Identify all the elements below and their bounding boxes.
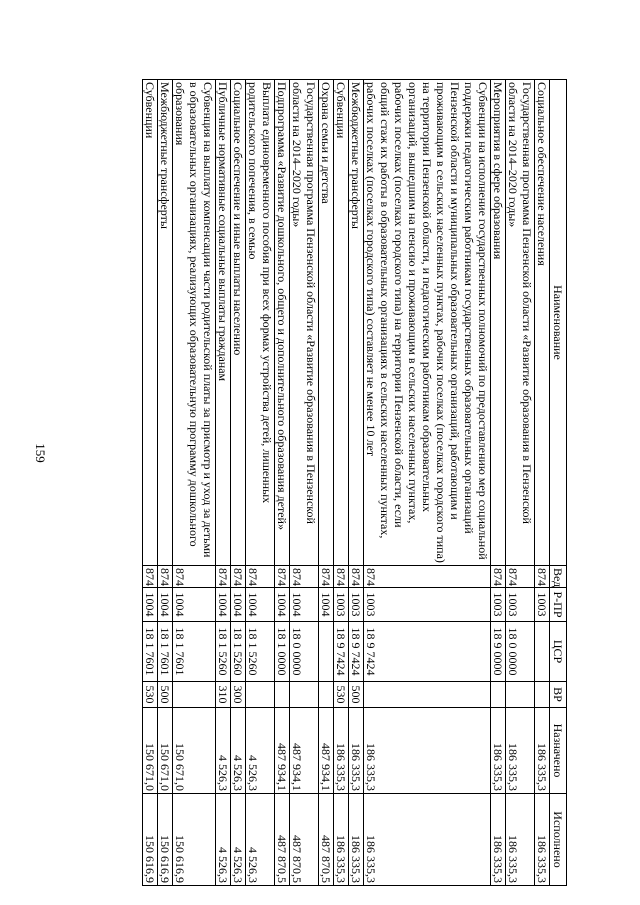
cell-name: Мероприятия в сфере образования xyxy=(491,80,506,566)
cell-vr xyxy=(535,682,550,708)
cell-rpr: 1004 xyxy=(319,588,334,622)
cell-rpr: 1003 xyxy=(349,588,364,622)
cell-rpr: 1003 xyxy=(334,588,349,622)
rotated-table-container xyxy=(83,79,567,885)
cell-assigned: 186 335,3 xyxy=(491,708,506,794)
cell-vr xyxy=(173,682,216,708)
cell-assigned: 186 335,3 xyxy=(506,708,535,794)
cell-csr xyxy=(535,622,550,682)
table-row xyxy=(158,80,173,886)
cell-ved: 874 xyxy=(158,566,173,588)
cell-executed: 487 870,5 xyxy=(319,794,334,886)
cell-vr: 500 xyxy=(158,682,173,708)
cell-name: Субвенция на выплату компенсации части родительской платы за присмотр и уход за детьми в образовательных организациях, реализующих образовательную программу дошкольного образования xyxy=(173,80,216,566)
cell-csr: 18 9 7424 xyxy=(349,622,364,682)
cell-rpr: 1004 xyxy=(246,588,275,622)
page-number: 159 xyxy=(33,443,48,463)
cell-rpr: 1004 xyxy=(231,588,246,622)
cell-vr: 300 xyxy=(231,682,246,708)
cell-ved: 874 xyxy=(216,566,231,588)
cell-name: Межбюджетные трансферты xyxy=(349,80,364,566)
cell-rpr: 1003 xyxy=(506,588,535,622)
cell-executed: 186 335,3 xyxy=(506,794,535,886)
cell-csr: 18 1 7601 xyxy=(158,622,173,682)
cell-executed: 186 335,3 xyxy=(364,794,491,886)
cell-vr xyxy=(364,682,491,708)
table-row xyxy=(349,80,364,886)
table-row xyxy=(173,80,216,886)
cell-executed: 186 335,3 xyxy=(491,794,506,886)
table-header-row xyxy=(550,80,567,886)
column-header-csr: ЦСР xyxy=(550,622,567,682)
cell-assigned: 4 526,3 xyxy=(231,708,246,794)
cell-csr xyxy=(319,622,334,682)
cell-vr: 500 xyxy=(349,682,364,708)
cell-vr: 310 xyxy=(216,682,231,708)
table-row xyxy=(275,80,290,886)
cell-assigned: 4 526,3 xyxy=(246,708,275,794)
cell-csr: 18 9 0000 xyxy=(491,622,506,682)
cell-name: Социальное обеспечение и иные выплаты населению xyxy=(231,80,246,566)
cell-rpr: 1004 xyxy=(275,588,290,622)
cell-ved: 874 xyxy=(506,566,535,588)
table-row xyxy=(364,80,491,886)
cell-assigned: 150 671,0 xyxy=(158,708,173,794)
cell-csr: 18 1 5260 xyxy=(246,622,275,682)
table-row xyxy=(491,80,506,886)
cell-rpr: 1003 xyxy=(364,588,491,622)
budget-execution-table xyxy=(142,79,567,886)
table-row xyxy=(143,80,158,886)
cell-executed: 150 616,9 xyxy=(143,794,158,886)
cell-name: Межбюджетные трансферты xyxy=(158,80,173,566)
cell-executed: 487 870,5 xyxy=(275,794,290,886)
table-row xyxy=(216,80,231,886)
cell-executed: 4 526,3 xyxy=(216,794,231,886)
table-row xyxy=(334,80,349,886)
cell-assigned: 487 934,1 xyxy=(275,708,290,794)
cell-ved: 874 xyxy=(173,566,216,588)
table-row xyxy=(319,80,334,886)
cell-assigned: 150 671,0 xyxy=(173,708,216,794)
cell-assigned: 186 335,3 xyxy=(334,708,349,794)
cell-ved: 874 xyxy=(334,566,349,588)
cell-ved: 874 xyxy=(143,566,158,588)
cell-rpr: 1004 xyxy=(143,588,158,622)
cell-name: Государственная программа Пензенской области «Развитие образования в Пензенской области на 2014–2020 годы» xyxy=(290,80,319,566)
cell-name: Государственная программа Пензенской области «Развитие образования в Пензенской области на 2014–2020 годы» xyxy=(506,80,535,566)
column-header-ved: Вед xyxy=(550,566,567,588)
cell-name: Социальное обеспечение населения xyxy=(535,80,550,566)
cell-ved: 874 xyxy=(491,566,506,588)
column-header-assigned: Назначено xyxy=(550,708,567,794)
cell-csr: 18 9 7424 xyxy=(364,622,491,682)
cell-csr: 18 0 0000 xyxy=(290,622,319,682)
cell-ved: 874 xyxy=(364,566,491,588)
cell-vr xyxy=(506,682,535,708)
cell-executed: 186 335,3 xyxy=(535,794,550,886)
cell-name: Охрана семьи и детства xyxy=(319,80,334,566)
cell-rpr: 1004 xyxy=(158,588,173,622)
table-row xyxy=(506,80,535,886)
cell-csr: 18 9 7424 xyxy=(334,622,349,682)
cell-executed: 150 616,9 xyxy=(173,794,216,886)
column-header-rpr: Р-ПР xyxy=(550,588,567,622)
table-row xyxy=(231,80,246,886)
cell-ved: 874 xyxy=(349,566,364,588)
cell-rpr: 1004 xyxy=(216,588,231,622)
cell-executed: 487 870,5 xyxy=(290,794,319,886)
cell-executed: 4 526,3 xyxy=(231,794,246,886)
cell-name: Субвенции на исполнение государственных полномочий по предоставлению мер социальной поддержки педагогическим работникам государственных образовательных организаций Пензенской области и муниципальных образовательных организаций, работающим и проживающим в сельских населенных пунктах, рабочих поселках (поселках городского типа) на территории Пензенской области, и педагогическим работникам образовательных организаций, вышедшим на пенсию и проживающим в сельских населенных пунктах, рабочих поселках (поселках городского типа) на территории Пензенской области, если общий стаж их работы в образовательных организациях в сельских населенных пунктах, рабочих поселках (поселках городского типа) составляет не менее 10 лет xyxy=(364,80,491,566)
cell-assigned: 487 934,1 xyxy=(319,708,334,794)
column-header-vr: ВР xyxy=(550,682,567,708)
cell-ved: 874 xyxy=(290,566,319,588)
cell-csr: 18 1 7601 xyxy=(143,622,158,682)
cell-ved: 874 xyxy=(275,566,290,588)
cell-ved: 874 xyxy=(231,566,246,588)
cell-rpr: 1003 xyxy=(535,588,550,622)
cell-executed: 186 335,3 xyxy=(349,794,364,886)
cell-vr xyxy=(319,682,334,708)
cell-name: Субвенции xyxy=(143,80,158,566)
cell-ved: 874 xyxy=(319,566,334,588)
cell-name: Подпрограмма «Развитие дошкольного, общего и дополнительного образования детей» xyxy=(275,80,290,566)
cell-rpr: 1004 xyxy=(173,588,216,622)
cell-assigned: 4 526,3 xyxy=(216,708,231,794)
cell-ved: 874 xyxy=(246,566,275,588)
table-row xyxy=(290,80,319,886)
cell-executed: 4 526,3 xyxy=(246,794,275,886)
cell-name: Выплата единовременного пособия при всех формах устройства детей, лишенных родительского попечения, в семью xyxy=(246,80,275,566)
cell-vr: 530 xyxy=(143,682,158,708)
cell-name: Субвенции xyxy=(334,80,349,566)
cell-executed: 186 335,3 xyxy=(334,794,349,886)
cell-rpr: 1003 xyxy=(491,588,506,622)
cell-ved: 874 xyxy=(535,566,550,588)
cell-assigned: 186 335,3 xyxy=(364,708,491,794)
cell-vr: 530 xyxy=(334,682,349,708)
cell-csr: 18 1 5260 xyxy=(216,622,231,682)
column-header-name: Наименование xyxy=(550,80,567,566)
cell-assigned: 487 934,1 xyxy=(290,708,319,794)
cell-vr xyxy=(290,682,319,708)
cell-csr: 18 1 7601 xyxy=(173,622,216,682)
table-row xyxy=(535,80,550,886)
cell-assigned: 186 335,3 xyxy=(349,708,364,794)
column-header-executed: Исполнено xyxy=(550,794,567,886)
cell-executed: 150 616,9 xyxy=(158,794,173,886)
cell-vr xyxy=(246,682,275,708)
table-row xyxy=(246,80,275,886)
cell-assigned: 186 335,3 xyxy=(535,708,550,794)
table-body xyxy=(143,80,550,886)
cell-name: Публичные нормативные социальные выплаты гражданам xyxy=(216,80,231,566)
cell-csr: 18 0 0000 xyxy=(506,622,535,682)
cell-csr: 18 1 5260 xyxy=(231,622,246,682)
cell-csr: 18 1 0000 xyxy=(275,622,290,682)
cell-vr xyxy=(491,682,506,708)
cell-rpr: 1004 xyxy=(290,588,319,622)
cell-assigned: 150 671,0 xyxy=(143,708,158,794)
cell-vr xyxy=(275,682,290,708)
